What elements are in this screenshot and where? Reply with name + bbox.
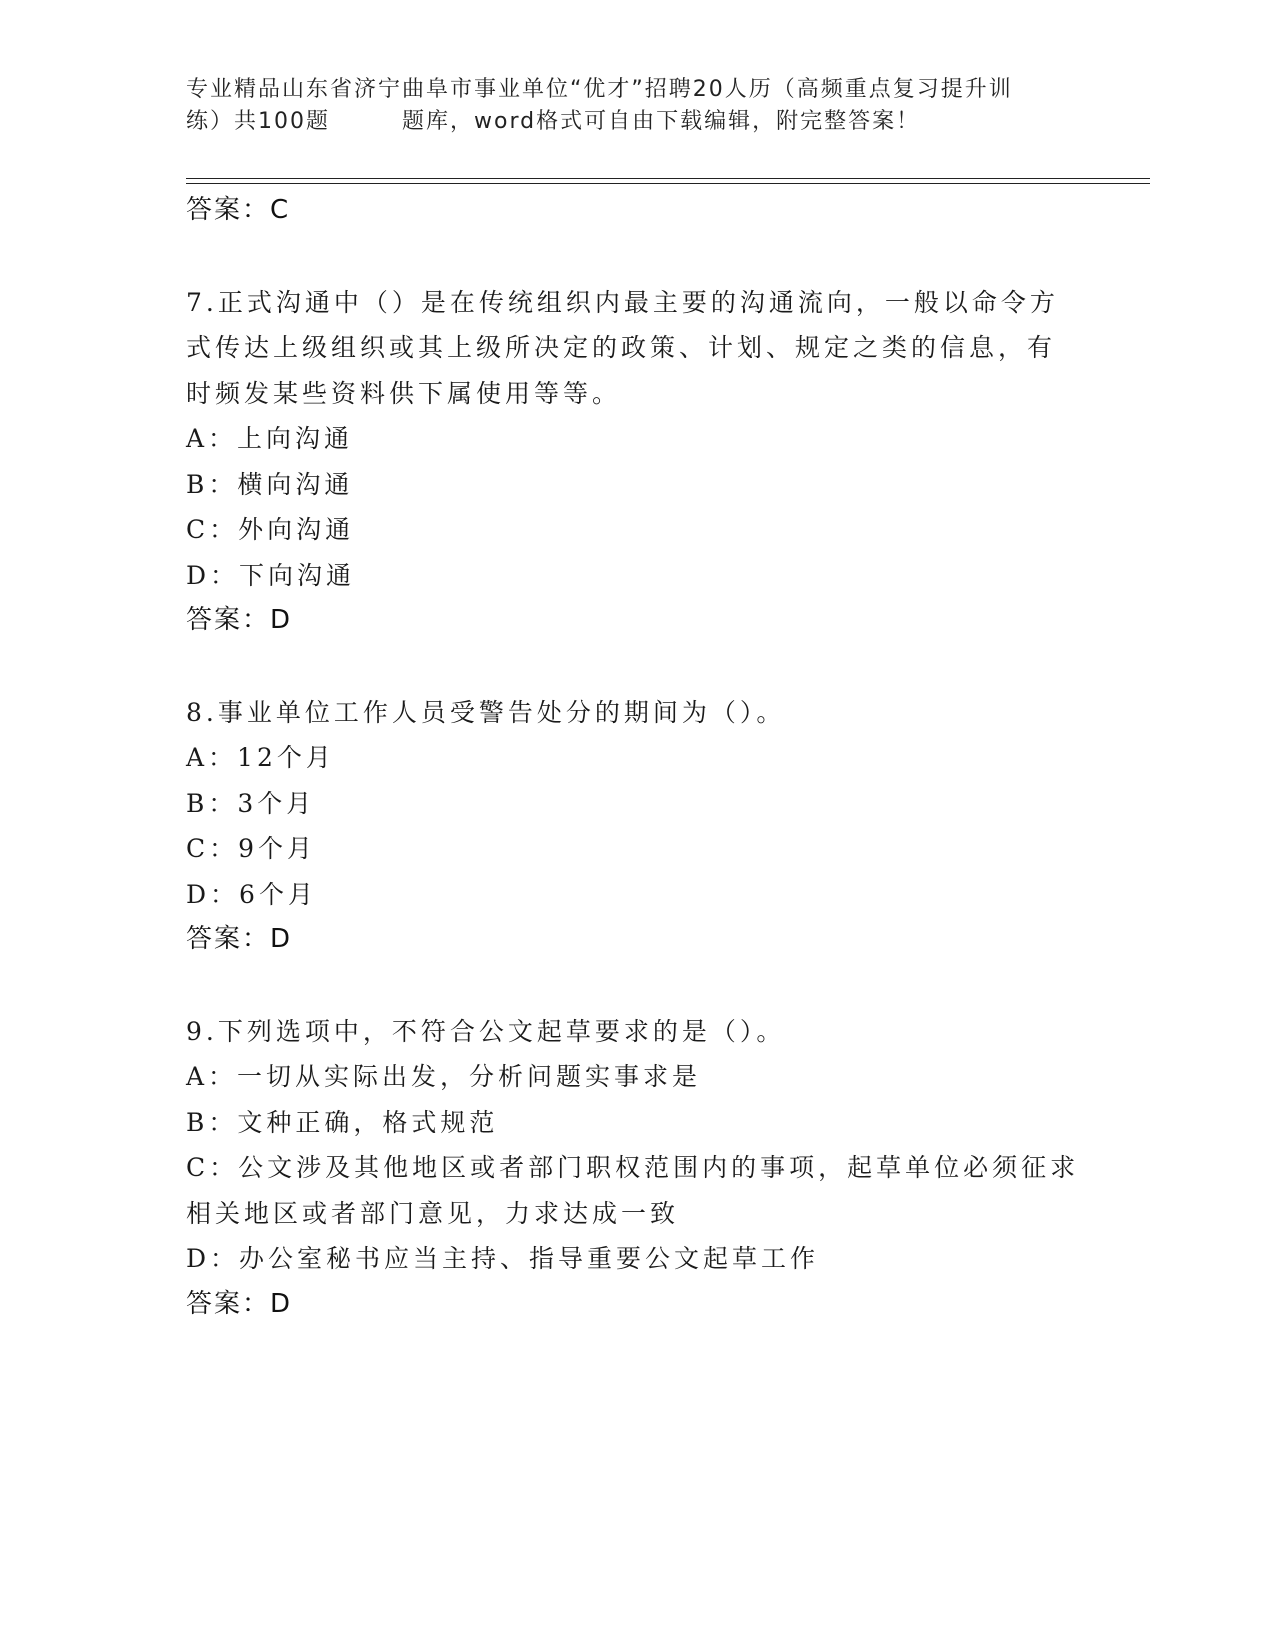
question-stem-line: 8.事业单位工作人员受警告处分的期间为（）。 [186, 697, 786, 727]
answer-line: 答案：D [186, 924, 293, 954]
header-line-1: 专业精品山东省济宁曲阜市事业单位“优才”招聘20人历（高频重点复习提升训 [186, 77, 1013, 102]
answer-line: 答案：D [186, 605, 293, 635]
option-c: C：公文涉及其他地区或者部门职权范围内的事项，起草单位必须征求 [186, 1153, 1080, 1182]
question-block-7 [186, 280, 1066, 644]
document-body [186, 188, 1080, 1327]
option-d: D：6个月 [186, 879, 317, 909]
option-d: D：办公室秘书应当主持、指导重要公文起草工作 [186, 1244, 820, 1273]
option-c: C：9个月 [186, 834, 317, 863]
header-line-2-left: 练）共100题 [186, 109, 330, 134]
option-d: D：下向沟通 [186, 560, 356, 590]
option-b: B：文种正确，格式规范 [186, 1107, 499, 1137]
page-header [186, 74, 1066, 138]
option-a: A：一切从实际出发，分析问题实事求是 [186, 1062, 702, 1091]
answer-line: 答案：D [186, 1288, 293, 1319]
question-stem-line: 时频发某些资料供下属使用等等。 [186, 378, 622, 408]
option-c: C：外向沟通 [186, 515, 355, 544]
header-line-2-right: 题库，word格式可自由下载编辑，附完整答案！ [402, 109, 921, 134]
header-line-2 [186, 106, 1066, 138]
option-c-continued: 相关地区或者部门意见，力求达成一致 [186, 1198, 680, 1228]
question-stem-line: 式传达上级组织或其上级所决定的政策、计划、规定之类的信息，有 [186, 333, 1057, 362]
question-block-9 [186, 1009, 1080, 1328]
question-stem-line: 9.下列选项中，不符合公文起草要求的是（）。 [186, 1016, 786, 1046]
answer-line: 答案：C [186, 195, 291, 225]
option-a: A：上向沟通 [186, 424, 354, 453]
header-divider-bottom [186, 183, 1150, 184]
header-divider-top [186, 178, 1150, 179]
option-a: A：12个月 [186, 743, 335, 772]
option-b: B：横向沟通 [186, 469, 354, 499]
question-block-8 [186, 690, 1066, 963]
option-b: B：3个月 [186, 788, 316, 818]
question-stem-line: 7.正式沟通中（）是在传统组织内最主要的沟通流向，一般以命令方 [186, 287, 1059, 317]
